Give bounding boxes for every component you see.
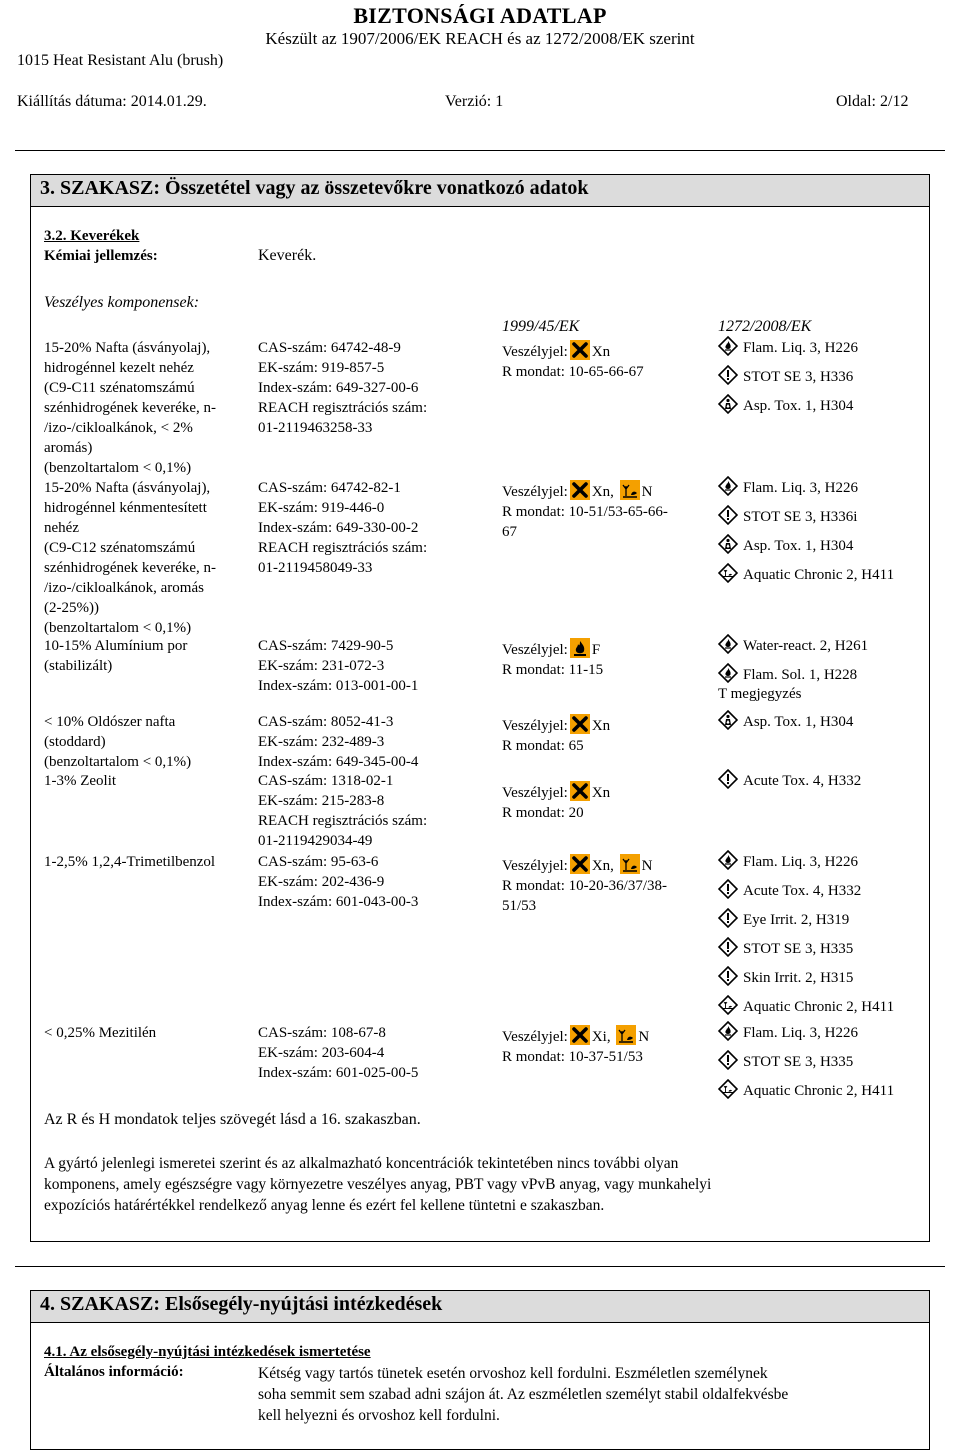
- flame-icon: [718, 476, 738, 496]
- component-id-line: Index-szám: 601-043-00-3: [258, 894, 419, 910]
- component-name: [44, 1023, 249, 1043]
- r-phrase-line: R mondat: 10-20-36/37/38-: [502, 878, 667, 894]
- clp-entry: [718, 767, 938, 796]
- component-ids: [258, 771, 486, 851]
- component-id-line: EK-szám: 231-072-3: [258, 658, 385, 674]
- environment-icon: [616, 1025, 636, 1045]
- component-clp-1272: [718, 708, 938, 737]
- component-name-line: < 10% Oldószer nafta: [44, 714, 176, 730]
- component-id-line: Index-szám: 649-327-00-6: [258, 380, 419, 396]
- component-id-line: REACH regisztrációs szám:: [258, 540, 428, 556]
- r-phrase-line: R mondat: 20: [502, 805, 584, 821]
- environment-icon: [718, 1079, 738, 1099]
- exclamation-icon: [718, 1050, 738, 1070]
- component-name-line: < 0,25% Mezitilén: [44, 1025, 157, 1041]
- manufacturer-note-line: komponens, amely egészségre vagy környezetre veszélyes anyag, PBT vagy vPvB anyag, vagy munkahelyi: [44, 1176, 712, 1193]
- components-label: Veszélyes komponensek:: [44, 294, 200, 311]
- clp-entry: [718, 1048, 938, 1077]
- component-name-line: 1-3% Zeolit: [44, 773, 117, 789]
- environment-icon: [620, 854, 640, 874]
- exclamation-icon: [718, 879, 738, 899]
- component-id-line: EK-szám: 232-489-3: [258, 734, 385, 750]
- clp-entry: [718, 1077, 938, 1106]
- component-name-line: (2-25%)): [44, 600, 99, 616]
- hazard-prefix: Veszélyjel:: [502, 642, 568, 658]
- component-ids: [258, 636, 486, 696]
- component-hazard-1999: [502, 638, 707, 680]
- hazard-code: Xn: [591, 718, 611, 734]
- x-cross-icon: [570, 340, 590, 360]
- component-name-line: (benzoltartalom < 0,1%): [44, 754, 192, 770]
- section-4-title: 4. SZAKASZ: Elsősegély-nyújtási intézkedések: [30, 1290, 930, 1323]
- hazard-code: F: [591, 642, 601, 658]
- general-info-label: Általános információ:: [44, 1364, 184, 1380]
- hazard-code: N: [638, 1029, 650, 1045]
- clp-text: Flam. Sol. 1, H228: [743, 667, 858, 683]
- exclamation-icon: [718, 908, 738, 928]
- clp-entry: [718, 877, 938, 906]
- component-hazard-1999: [502, 781, 707, 823]
- exclamation-icon: [718, 769, 738, 789]
- general-info-text: [258, 1363, 928, 1426]
- component-clp-1272: [718, 848, 938, 1022]
- component-id-line: EK-szám: 919-857-5: [258, 360, 385, 376]
- health-hazard-icon: [718, 710, 738, 730]
- exclamation-icon: [718, 505, 738, 525]
- clp-text: Aquatic Chronic 2, H411: [743, 999, 895, 1015]
- hazard-code: Xn,: [591, 484, 614, 500]
- component-name: [44, 771, 249, 791]
- hazard-code: N: [641, 484, 653, 500]
- hazard-prefix: Veszélyjel:: [502, 718, 568, 734]
- clp-entry: [718, 964, 938, 993]
- health-hazard-icon: [718, 394, 738, 414]
- document-subtitle: Készült az 1907/2006/EK REACH és az 1272/2008/EK szerint: [265, 29, 695, 48]
- component-id-line: Index-szám: 601-025-00-5: [258, 1065, 419, 1081]
- clp-text: Flam. Liq. 3, H226: [743, 1025, 858, 1041]
- clp-text: Water-react. 2, H261: [743, 638, 869, 654]
- clp-entry: [718, 935, 938, 964]
- component-name-line: /izo-/cikloalkánok, aromás: [44, 580, 204, 596]
- clp-text: Flam. Liq. 3, H226: [743, 854, 858, 870]
- clp-entry: [718, 632, 938, 661]
- component-clp-1272: [718, 1019, 938, 1106]
- component-name-line: 15-20% Nafta (ásványolaj),: [44, 340, 211, 356]
- clp-entry: [718, 561, 938, 590]
- clp-text: Flam. Liq. 3, H226: [743, 480, 858, 496]
- hazard-code: Xn,: [591, 858, 614, 874]
- clp-text: STOT SE 3, H336i: [743, 509, 858, 525]
- clp-text: STOT SE 3, H335: [743, 1054, 854, 1070]
- document-title: BIZTONSÁGI ADATLAP: [353, 3, 607, 28]
- health-hazard-icon: [718, 534, 738, 554]
- hazard-prefix: Veszélyjel:: [502, 785, 568, 801]
- component-id-line: REACH regisztrációs szám:: [258, 400, 428, 416]
- r-phrase-line: 51/53: [502, 898, 537, 914]
- component-name-line: (stabilizált): [44, 658, 113, 674]
- section-3-title: 3. SZAKASZ: Összetétel vagy az összetevőkre vonatkozó adatok: [30, 174, 930, 207]
- environment-icon: [620, 480, 640, 500]
- component-name-line: 15-20% Nafta (ásványolaj),: [44, 480, 211, 496]
- component-name: [44, 636, 249, 676]
- hazard-symbol-line: [502, 781, 707, 803]
- flame-icon: [718, 634, 738, 654]
- subsection-3-2: 3.2. Keverékek: [44, 228, 140, 244]
- clp-entry: [718, 993, 938, 1022]
- component-ids: [258, 338, 486, 438]
- component-hazard-1999: [502, 480, 707, 542]
- component-name: [44, 712, 249, 772]
- header-divider: [15, 150, 945, 151]
- hazard-symbol-line: [502, 1025, 707, 1047]
- x-cross-icon: [570, 714, 590, 734]
- hazard-symbol-line: [502, 340, 707, 362]
- component-name-line: nehéz: [44, 520, 79, 536]
- environment-icon: [718, 563, 738, 583]
- clp-entry: [718, 532, 938, 561]
- hazard-symbol-line: [502, 854, 707, 876]
- r-phrase-line: R mondat: 11-15: [502, 662, 604, 678]
- r-phrase-line: R mondat: 10-51/53-65-66-: [502, 504, 668, 520]
- clp-text: Eye Irrit. 2, H319: [743, 912, 850, 928]
- component-id-line: REACH regisztrációs szám:: [258, 813, 428, 829]
- component-clp-1272: [718, 474, 938, 590]
- clp-entry: [718, 1019, 938, 1048]
- col-header-1272-2008: 1272/2008/EK: [718, 318, 812, 335]
- clp-text: Asp. Tox. 1, H304: [743, 714, 854, 730]
- component-name-line: hidrogénnel kénmentesített: [44, 500, 207, 516]
- col-header-1999-45: 1999/45/EK: [502, 318, 580, 335]
- component-name: [44, 852, 249, 872]
- clp-note: T megjegyzés: [718, 686, 802, 702]
- r-phrase-line: 67: [502, 524, 517, 540]
- exclamation-icon: [718, 937, 738, 957]
- hazard-prefix: Veszélyjel:: [502, 1029, 568, 1045]
- component-hazard-1999: [502, 854, 707, 916]
- r-phrase-line: R mondat: 10-65-66-67: [502, 364, 644, 380]
- component-id-line: EK-szám: 215-283-8: [258, 793, 385, 809]
- clp-entry: [718, 334, 938, 363]
- clp-entry: [718, 848, 938, 877]
- clp-text: STOT SE 3, H335: [743, 941, 854, 957]
- component-id-line: CAS-szám: 7429-90-5: [258, 638, 394, 654]
- component-clp-1272: [718, 767, 938, 796]
- x-cross-icon: [570, 781, 590, 801]
- manufacturer-note-line: A gyártó jelenlegi ismeretei szerint és az alkalmazható koncentrációk tekintetében nincs további olyan: [44, 1155, 679, 1172]
- component-id-line: CAS-szám: 95-63-6: [258, 854, 379, 870]
- clp-text: Acute Tox. 4, H332: [743, 773, 862, 789]
- hazard-code: Xn: [591, 785, 611, 801]
- chem-label: Kémiai jellemzés:: [44, 248, 158, 264]
- clp-entry: [718, 503, 938, 532]
- clp-text: Asp. Tox. 1, H304: [743, 398, 854, 414]
- hazard-symbol-line: [502, 480, 707, 502]
- component-id-line: EK-szám: 203-604-4: [258, 1045, 385, 1061]
- component-name-line: aromás): [44, 440, 93, 456]
- product-name: 1015 Heat Resistant Alu (brush): [17, 52, 224, 69]
- clp-entry: [718, 363, 938, 392]
- component-id-line: 01-2119429034-49: [258, 833, 373, 849]
- clp-entry: [718, 392, 938, 421]
- manufacturer-note-line: expozíciós határértékkel rendelkező anyag lenne és ezért fel kellene tüntetni e szakaszban.: [44, 1197, 605, 1214]
- component-name-line: szénhidrogének keveréke, n-: [44, 560, 217, 576]
- issue-date: Kiállítás dátuma: 2014.01.29.: [17, 93, 207, 110]
- clp-text: Aquatic Chronic 2, H411: [743, 1083, 895, 1099]
- exclamation-icon: [718, 966, 738, 986]
- clp-text: Flam. Liq. 3, H226: [743, 340, 858, 356]
- component-id-line: CAS-szám: 64742-82-1: [258, 480, 401, 496]
- flame-icon: [718, 850, 738, 870]
- clp-text: Asp. Tox. 1, H304: [743, 538, 854, 554]
- component-id-line: CAS-szám: 108-67-8: [258, 1025, 386, 1041]
- component-name-line: 10-15% Alumínium por: [44, 638, 188, 654]
- component-name-line: hidrogénnel kezelt nehéz: [44, 360, 194, 376]
- component-name-line: 1-2,5% 1,2,4-Trimetilbenzol: [44, 854, 216, 870]
- component-id-line: CAS-szám: 8052-41-3: [258, 714, 394, 730]
- clp-entry: [718, 708, 938, 737]
- component-ids: [258, 1023, 486, 1083]
- component-clp-1272: [718, 334, 938, 421]
- clp-text: Aquatic Chronic 2, H411: [743, 567, 895, 583]
- hazard-prefix: Veszélyjel:: [502, 484, 568, 500]
- hazard-prefix: Veszélyjel:: [502, 858, 568, 874]
- x-cross-icon: [570, 854, 590, 874]
- flame-icon: [718, 663, 738, 683]
- hazard-prefix: Veszélyjel:: [502, 344, 568, 360]
- component-name-line: (benzoltartalom < 0,1%): [44, 460, 192, 476]
- version: Verzió: 1: [445, 93, 504, 110]
- component-name-line: (C9-C12 szénatomszámú: [44, 540, 196, 556]
- component-name-line: /izo-/cikloalkánok, < 2%: [44, 420, 193, 436]
- clp-text: Skin Irrit. 2, H315: [743, 970, 854, 986]
- general-info-line: soha semmit sem szabad adni szájon át. Az eszméletlen személyt stabil oldalfekvésbe: [258, 1386, 789, 1403]
- component-hazard-1999: [502, 340, 707, 382]
- component-name-line: (C9-C11 szénatomszámú: [44, 380, 195, 396]
- manufacturer-note: [44, 1153, 916, 1216]
- component-id-line: EK-szám: 919-446-0: [258, 500, 385, 516]
- clp-entry: [718, 474, 938, 503]
- component-id-line: 01-2119458049-33: [258, 560, 373, 576]
- component-hazard-1999: [502, 1025, 707, 1067]
- component-id-line: 01-2119463258-33: [258, 420, 373, 436]
- hazard-code: Xn: [591, 344, 611, 360]
- r-phrase-line: R mondat: 65: [502, 738, 584, 754]
- hazard-code: N: [641, 858, 653, 874]
- component-clp-1272: [718, 632, 938, 704]
- hazard-code: Xi,: [591, 1029, 611, 1045]
- general-info-line: Kétség vagy tartós tünetek esetén orvoshoz kell fordulni. Eszméletlen személynek: [258, 1365, 768, 1382]
- component-id-line: Index-szám: 649-330-00-2: [258, 520, 419, 536]
- component-name-line: (stoddard): [44, 734, 106, 750]
- rh-note: Az R és H mondatok teljes szövegét lásd a 16. szakaszban.: [44, 1111, 421, 1128]
- exclamation-icon: [718, 365, 738, 385]
- x-cross-icon: [570, 1025, 590, 1045]
- component-name-line: (benzoltartalom < 0,1%): [44, 620, 192, 636]
- x-cross-icon: [570, 480, 590, 500]
- flame-icon: [718, 1021, 738, 1041]
- component-hazard-1999: [502, 714, 707, 756]
- component-ids: [258, 852, 486, 912]
- clp-entry: [718, 906, 938, 935]
- component-id-line: CAS-szám: 64742-48-9: [258, 340, 401, 356]
- chem-value: Keverék.: [258, 247, 317, 264]
- component-name: [44, 478, 249, 638]
- page-number: Oldal: 2/12: [836, 93, 909, 110]
- component-name: [44, 338, 249, 478]
- hazard-symbol-line: [502, 638, 707, 660]
- clp-text: STOT SE 3, H336: [743, 369, 854, 385]
- component-name-line: szénhidrogének keveréke, n-: [44, 400, 217, 416]
- hazard-symbol-line: [502, 714, 707, 736]
- r-phrase-line: R mondat: 10-37-51/53: [502, 1049, 643, 1065]
- general-info-line: kell helyezni és orvoshoz kell fordulni.: [258, 1407, 500, 1424]
- component-id-line: EK-szám: 202-436-9: [258, 874, 385, 890]
- environment-icon: [718, 995, 738, 1015]
- subsection-4-1: 4.1. Az elsősegély-nyújtási intézkedések ismertetése: [44, 1344, 371, 1360]
- flame-icon: [718, 336, 738, 356]
- component-ids: [258, 478, 486, 578]
- component-id-line: Index-szám: 013-001-00-1: [258, 678, 419, 694]
- component-id-line: CAS-szám: 1318-02-1: [258, 773, 394, 789]
- flame-icon: [570, 638, 590, 658]
- component-ids: [258, 712, 486, 772]
- section-divider: [15, 1266, 945, 1267]
- clp-text: Acute Tox. 4, H332: [743, 883, 862, 899]
- component-id-line: Index-szám: 649-345-00-4: [258, 754, 419, 770]
